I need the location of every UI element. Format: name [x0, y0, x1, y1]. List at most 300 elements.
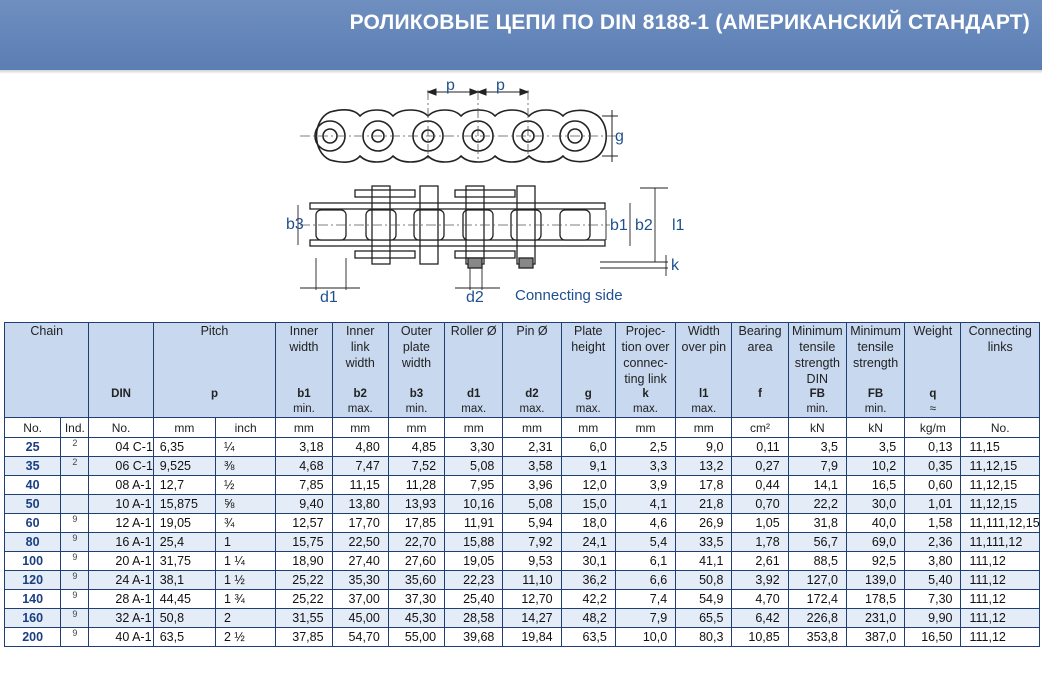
sym-fb-din [788, 387, 846, 418]
table-row [5, 514, 1040, 533]
cell-f: 0,70 [732, 495, 788, 514]
cell-p-mm: 12,7 [153, 476, 215, 495]
col-outer-plate-width: Outer plate width [388, 323, 444, 388]
cell-b3: 11,28 [388, 476, 444, 495]
cell-l1: 26,9 [676, 514, 732, 533]
cell-f: 2,61 [732, 552, 788, 571]
cell-k: 4,6 [615, 514, 675, 533]
unit-k: mm [615, 418, 675, 438]
col-connecting-links: Connecting links [961, 323, 1040, 388]
cell-no: 100 [5, 552, 61, 571]
cell-din: 10 A-1 [89, 495, 153, 514]
cell-d2: 5,94 [503, 514, 561, 533]
sym-p: p [153, 387, 276, 418]
table-row [5, 628, 1040, 647]
sym-g-text: g [584, 388, 592, 400]
unit-q: kg/m [905, 418, 961, 438]
label-d2: d2 [466, 289, 484, 306]
cell-k: 6,6 [615, 571, 675, 590]
label-d1: d1 [320, 289, 338, 306]
cell-links: 11,15 [961, 438, 1040, 457]
cell-q: 16,50 [905, 628, 961, 647]
cell-fb-din: 353,8 [788, 628, 846, 647]
cell-ind [61, 495, 89, 514]
pitch-dimension [428, 89, 618, 162]
cell-b3: 22,70 [388, 533, 444, 552]
cell-b1: 25,22 [276, 590, 332, 609]
cell-k: 7,9 [615, 609, 675, 628]
cell-ind: 9 [61, 628, 89, 647]
cell-d1: 11,91 [445, 514, 503, 533]
col-weight: Weight [905, 323, 961, 388]
cell-b2: 11,15 [332, 476, 388, 495]
chain-drawing [0, 72, 1042, 322]
sym-fb-din-text: FB [809, 388, 825, 400]
sym-l1-text: l1 [698, 388, 709, 400]
cell-p-mm: 19,05 [153, 514, 215, 533]
chain-top-view [310, 186, 605, 268]
label-b1: b1 [610, 217, 628, 234]
cell-ind: 9 [61, 609, 89, 628]
col-inner-width: Inner width [276, 323, 332, 388]
cell-b2: 27,40 [332, 552, 388, 571]
table-row [5, 533, 1040, 552]
table-row [5, 495, 1040, 514]
col-inner-link-width: Inner link width [332, 323, 388, 388]
label-g: g [615, 128, 624, 145]
cell-l1: 33,5 [676, 533, 732, 552]
cell-fb-din: 88,5 [788, 552, 846, 571]
cell-g: 63,5 [561, 628, 615, 647]
cell-fb-din: 56,7 [788, 533, 846, 552]
unit-ind: Ind. [61, 418, 89, 438]
cell-g: 48,2 [561, 609, 615, 628]
cell-links: 11,111,12 [961, 533, 1040, 552]
cell-no: 40 [5, 476, 61, 495]
sym-b3-note: min. [405, 403, 428, 415]
cell-ind: 9 [61, 514, 89, 533]
cell-fb-din: 7,9 [788, 457, 846, 476]
cell-d1: 10,16 [445, 495, 503, 514]
cell-din: 20 A-1 [89, 552, 153, 571]
sym-b1-text: b1 [297, 388, 311, 400]
unit-b3: mm [388, 418, 444, 438]
unit-d1: mm [445, 418, 503, 438]
cell-fb-din: 127,0 [788, 571, 846, 590]
units-row [5, 418, 1040, 438]
cell-din: 16 A-1 [89, 533, 153, 552]
cell-d2: 3,58 [503, 457, 561, 476]
cell-f: 4,70 [732, 590, 788, 609]
cell-d1: 5,08 [445, 457, 503, 476]
cell-l1: 9,0 [676, 438, 732, 457]
cell-links: 11,111,12,15 [961, 514, 1040, 533]
cell-d1: 3,30 [445, 438, 503, 457]
cell-q: 1,58 [905, 514, 961, 533]
label-p1: p [446, 77, 455, 94]
cell-d2: 12,70 [503, 590, 561, 609]
sym-b2-text: b2 [353, 388, 367, 400]
sym-q-note: ≈ [929, 403, 936, 415]
col-min-tensile-din: Minimum tensile strength DIN [788, 323, 846, 388]
cell-no: 120 [5, 571, 61, 590]
cell-b2: 7,47 [332, 457, 388, 476]
cell-din: 04 C-1 [89, 438, 153, 457]
sym-d1 [445, 387, 503, 418]
cell-din: 08 A-1 [89, 476, 153, 495]
sym-b2-note: max. [347, 403, 373, 415]
sym-din: DIN [89, 387, 153, 418]
cell-b2: 4,80 [332, 438, 388, 457]
label-b3: b3 [286, 216, 304, 233]
sym-q-text: q [929, 388, 937, 400]
cell-k: 7,4 [615, 590, 675, 609]
cell-g: 18,0 [561, 514, 615, 533]
unit-b1: mm [276, 418, 332, 438]
unit-d2: mm [503, 418, 561, 438]
sym-q [905, 387, 961, 418]
cell-b1: 31,55 [276, 609, 332, 628]
cell-b3: 13,93 [388, 495, 444, 514]
cell-b3: 27,60 [388, 552, 444, 571]
cell-q: 1,01 [905, 495, 961, 514]
sym-fb [846, 387, 904, 418]
cell-fb-din: 3,5 [788, 438, 846, 457]
cell-l1: 13,2 [676, 457, 732, 476]
cell-links: 111,12 [961, 609, 1040, 628]
cell-p-inch: 1 [216, 533, 276, 552]
unit-f: cm² [732, 418, 788, 438]
col-pin: Pin Ø [503, 323, 561, 388]
cell-f: 0,44 [732, 476, 788, 495]
cell-b2: 54,70 [332, 628, 388, 647]
cell-no: 160 [5, 609, 61, 628]
cell-g: 9,1 [561, 457, 615, 476]
sym-g-note: max. [575, 403, 601, 415]
cell-no: 50 [5, 495, 61, 514]
cell-b3: 37,30 [388, 590, 444, 609]
cell-f: 10,85 [732, 628, 788, 647]
unit-b2: mm [332, 418, 388, 438]
cell-l1: 21,8 [676, 495, 732, 514]
sym-b3 [388, 387, 444, 418]
cell-fb-din: 172,4 [788, 590, 846, 609]
unit-fb: kN [846, 418, 904, 438]
cell-b1: 3,18 [276, 438, 332, 457]
cell-p-mm: 6,35 [153, 438, 215, 457]
col-plate-height: Plate height [561, 323, 615, 388]
cell-fb: 69,0 [846, 533, 904, 552]
sym-k-text: k [642, 388, 649, 400]
cell-p-mm: 44,45 [153, 590, 215, 609]
cell-q: 0,13 [905, 438, 961, 457]
cell-no: 80 [5, 533, 61, 552]
col-width-over-pin: Width over pin [676, 323, 732, 388]
cell-f: 1,05 [732, 514, 788, 533]
cell-p-inch: 2 ½ [216, 628, 276, 647]
cell-links: 111,12 [961, 571, 1040, 590]
cell-links: 111,12 [961, 590, 1040, 609]
sym-fb-text: FB [867, 388, 884, 400]
cell-b3: 4,85 [388, 438, 444, 457]
sym-d1-note: max. [461, 403, 487, 415]
cell-fb: 30,0 [846, 495, 904, 514]
cell-k: 4,1 [615, 495, 675, 514]
cell-k: 10,0 [615, 628, 675, 647]
cell-k: 3,3 [615, 457, 675, 476]
cell-fb: 92,5 [846, 552, 904, 571]
cell-d1: 15,88 [445, 533, 503, 552]
cell-l1: 50,8 [676, 571, 732, 590]
cell-din: 28 A-1 [89, 590, 153, 609]
cell-l1: 17,8 [676, 476, 732, 495]
cell-p-inch: 1 ½ [216, 571, 276, 590]
unit-din-no: No. [89, 418, 153, 438]
cell-d2: 9,53 [503, 552, 561, 571]
cell-d2: 7,92 [503, 533, 561, 552]
cell-d2: 19,84 [503, 628, 561, 647]
col-pitch: Pitch [153, 323, 276, 388]
cell-p-mm: 38,1 [153, 571, 215, 590]
col-projection: Projec- tion over connec- ting link [615, 323, 675, 388]
sym-b2 [332, 387, 388, 418]
cell-d2: 11,10 [503, 571, 561, 590]
cell-din: 32 A-1 [89, 609, 153, 628]
cell-b1: 7,85 [276, 476, 332, 495]
cell-q: 0,35 [905, 457, 961, 476]
cell-din: 06 C-1 [89, 457, 153, 476]
sym-d1-text: d1 [467, 388, 481, 400]
sym-fb-din-note: min. [806, 403, 829, 415]
table-row [5, 476, 1040, 495]
cell-p-inch: ⅝ [216, 495, 276, 514]
cell-k: 5,4 [615, 533, 675, 552]
label-b2: b2 [635, 217, 653, 234]
cell-b2: 17,70 [332, 514, 388, 533]
cell-b1: 15,75 [276, 533, 332, 552]
cell-ind: 9 [61, 590, 89, 609]
cell-din: 24 A-1 [89, 571, 153, 590]
cell-q: 7,30 [905, 590, 961, 609]
chain-spec-table [4, 322, 1040, 647]
sym-f [732, 387, 788, 418]
cell-ind: 9 [61, 571, 89, 590]
cell-f: 3,92 [732, 571, 788, 590]
cell-p-mm: 9,525 [153, 457, 215, 476]
cell-p-inch: ½ [216, 476, 276, 495]
cell-no: 25 [5, 438, 61, 457]
table-row [5, 457, 1040, 476]
cell-fb: 10,2 [846, 457, 904, 476]
cell-g: 36,2 [561, 571, 615, 590]
cell-d1: 19,05 [445, 552, 503, 571]
cell-links: 111,12 [961, 628, 1040, 647]
cell-fb-din: 31,8 [788, 514, 846, 533]
table-row [5, 438, 1040, 457]
cell-d1: 7,95 [445, 476, 503, 495]
cell-fb: 387,0 [846, 628, 904, 647]
sym-k-note: max. [633, 403, 658, 415]
cell-d2: 5,08 [503, 495, 561, 514]
cell-fb-din: 226,8 [788, 609, 846, 628]
cell-fb-din: 14,1 [788, 476, 846, 495]
col-roller: Roller Ø [445, 323, 503, 388]
cell-no: 200 [5, 628, 61, 647]
label-l1: l1 [672, 217, 685, 234]
cell-p-inch: 2 [216, 609, 276, 628]
cell-b2: 22,50 [332, 533, 388, 552]
cell-b2: 37,00 [332, 590, 388, 609]
cell-f: 0,11 [732, 438, 788, 457]
cell-b2: 13,80 [332, 495, 388, 514]
unit-links: No. [961, 418, 1040, 438]
cell-ind: 9 [61, 533, 89, 552]
cell-no: 35 [5, 457, 61, 476]
table-row [5, 609, 1040, 628]
label-p2: p [496, 77, 505, 94]
label-connecting-side: Connecting side [515, 287, 623, 304]
col-bearing-area: Bearing area [732, 323, 788, 388]
unit-fb-din: kN [788, 418, 846, 438]
cell-g: 15,0 [561, 495, 615, 514]
cell-f: 6,42 [732, 609, 788, 628]
cell-l1: 54,9 [676, 590, 732, 609]
cell-q: 9,90 [905, 609, 961, 628]
title-banner [0, 0, 1042, 70]
cell-fb: 178,5 [846, 590, 904, 609]
unit-g: mm [561, 418, 615, 438]
cell-p-mm: 31,75 [153, 552, 215, 571]
page-title: РОЛИКОВЫЕ ЦЕПИ ПО DIN 8188-1 (АМЕРИКАНСКИЙ СТАНДАРТ) [349, 11, 1030, 34]
cell-fb: 16,5 [846, 476, 904, 495]
cell-din: 40 A-1 [89, 628, 153, 647]
sym-b1-note: min. [293, 403, 315, 415]
cell-fb: 139,0 [846, 571, 904, 590]
cell-d2: 14,27 [503, 609, 561, 628]
cell-f: 1,78 [732, 533, 788, 552]
cell-l1: 80,3 [676, 628, 732, 647]
table-row [5, 590, 1040, 609]
cell-links: 111,12 [961, 552, 1040, 571]
cell-links: 11,12,15 [961, 476, 1040, 495]
cell-g: 42,2 [561, 590, 615, 609]
sym-b3-text: b3 [409, 388, 424, 400]
cell-k: 3,9 [615, 476, 675, 495]
cell-b3: 7,52 [388, 457, 444, 476]
cell-p-inch: ¾ [216, 514, 276, 533]
cell-p-mm: 63,5 [153, 628, 215, 647]
sym-g [561, 387, 615, 418]
cell-q: 3,80 [905, 552, 961, 571]
cell-p-inch: 1 ¼ [216, 552, 276, 571]
cell-fb: 40,0 [846, 514, 904, 533]
cell-fb: 3,5 [846, 438, 904, 457]
cell-f: 0,27 [732, 457, 788, 476]
cell-ind: 2 [61, 457, 89, 476]
cell-g: 6,0 [561, 438, 615, 457]
cell-links: 11,12,15 [961, 457, 1040, 476]
cell-q: 2,36 [905, 533, 961, 552]
cell-d1: 22,23 [445, 571, 503, 590]
sym-l1 [676, 387, 732, 418]
cell-k: 6,1 [615, 552, 675, 571]
cell-b3: 55,00 [388, 628, 444, 647]
unit-no: No. [5, 418, 61, 438]
cell-b1: 18,90 [276, 552, 332, 571]
cell-b1: 25,22 [276, 571, 332, 590]
cell-p-mm: 50,8 [153, 609, 215, 628]
cell-d1: 39,68 [445, 628, 503, 647]
cell-p-inch: 1 ¾ [216, 590, 276, 609]
cell-g: 30,1 [561, 552, 615, 571]
cell-b2: 45,00 [332, 609, 388, 628]
symbol-row [5, 387, 1040, 418]
cell-b2: 35,30 [332, 571, 388, 590]
cell-b1: 37,85 [276, 628, 332, 647]
cell-b3: 45,30 [388, 609, 444, 628]
table-body [5, 438, 1040, 647]
col-chain: Chain [5, 323, 89, 388]
cell-l1: 41,1 [676, 552, 732, 571]
cell-links: 11,12,15 [961, 495, 1040, 514]
sym-k [615, 387, 675, 418]
cell-p-mm: 15,875 [153, 495, 215, 514]
sym-f-text: f [758, 388, 762, 400]
unit-l1: mm [676, 418, 732, 438]
unit-mm: mm [153, 418, 215, 438]
cell-d2: 2,31 [503, 438, 561, 457]
cell-b1: 12,57 [276, 514, 332, 533]
sym-d2 [503, 387, 561, 418]
table-row [5, 552, 1040, 571]
table-row [5, 571, 1040, 590]
cell-ind: 2 [61, 438, 89, 457]
cell-b1: 9,40 [276, 495, 332, 514]
cell-l1: 65,5 [676, 609, 732, 628]
cell-fb-din: 22,2 [788, 495, 846, 514]
sym-b1 [276, 387, 332, 418]
sym-fb-note: min. [864, 403, 887, 415]
cell-b1: 4,68 [276, 457, 332, 476]
cell-q: 5,40 [905, 571, 961, 590]
cell-d1: 28,58 [445, 609, 503, 628]
col-min-tensile: Minimum tensile strength [846, 323, 904, 388]
cell-ind [61, 476, 89, 495]
cell-g: 24,1 [561, 533, 615, 552]
cell-d2: 3,96 [503, 476, 561, 495]
sym-d2-note: max. [519, 403, 545, 415]
sym-l1-note: max. [691, 403, 717, 415]
cell-fb: 231,0 [846, 609, 904, 628]
header-row [5, 323, 1040, 388]
cell-no: 140 [5, 590, 61, 609]
cell-p-inch: ¼ [216, 438, 276, 457]
cell-q: 0,60 [905, 476, 961, 495]
unit-inch: inch [216, 418, 276, 438]
cell-g: 12,0 [561, 476, 615, 495]
cell-no: 60 [5, 514, 61, 533]
cell-k: 2,5 [615, 438, 675, 457]
cell-b3: 17,85 [388, 514, 444, 533]
cell-din: 12 A-1 [89, 514, 153, 533]
cell-b3: 35,60 [388, 571, 444, 590]
label-k: k [671, 257, 679, 274]
cell-p-mm: 25,4 [153, 533, 215, 552]
cell-ind: 9 [61, 552, 89, 571]
cell-p-inch: ⅜ [216, 457, 276, 476]
cell-d1: 25,40 [445, 590, 503, 609]
sym-d2-text: d2 [525, 388, 539, 400]
